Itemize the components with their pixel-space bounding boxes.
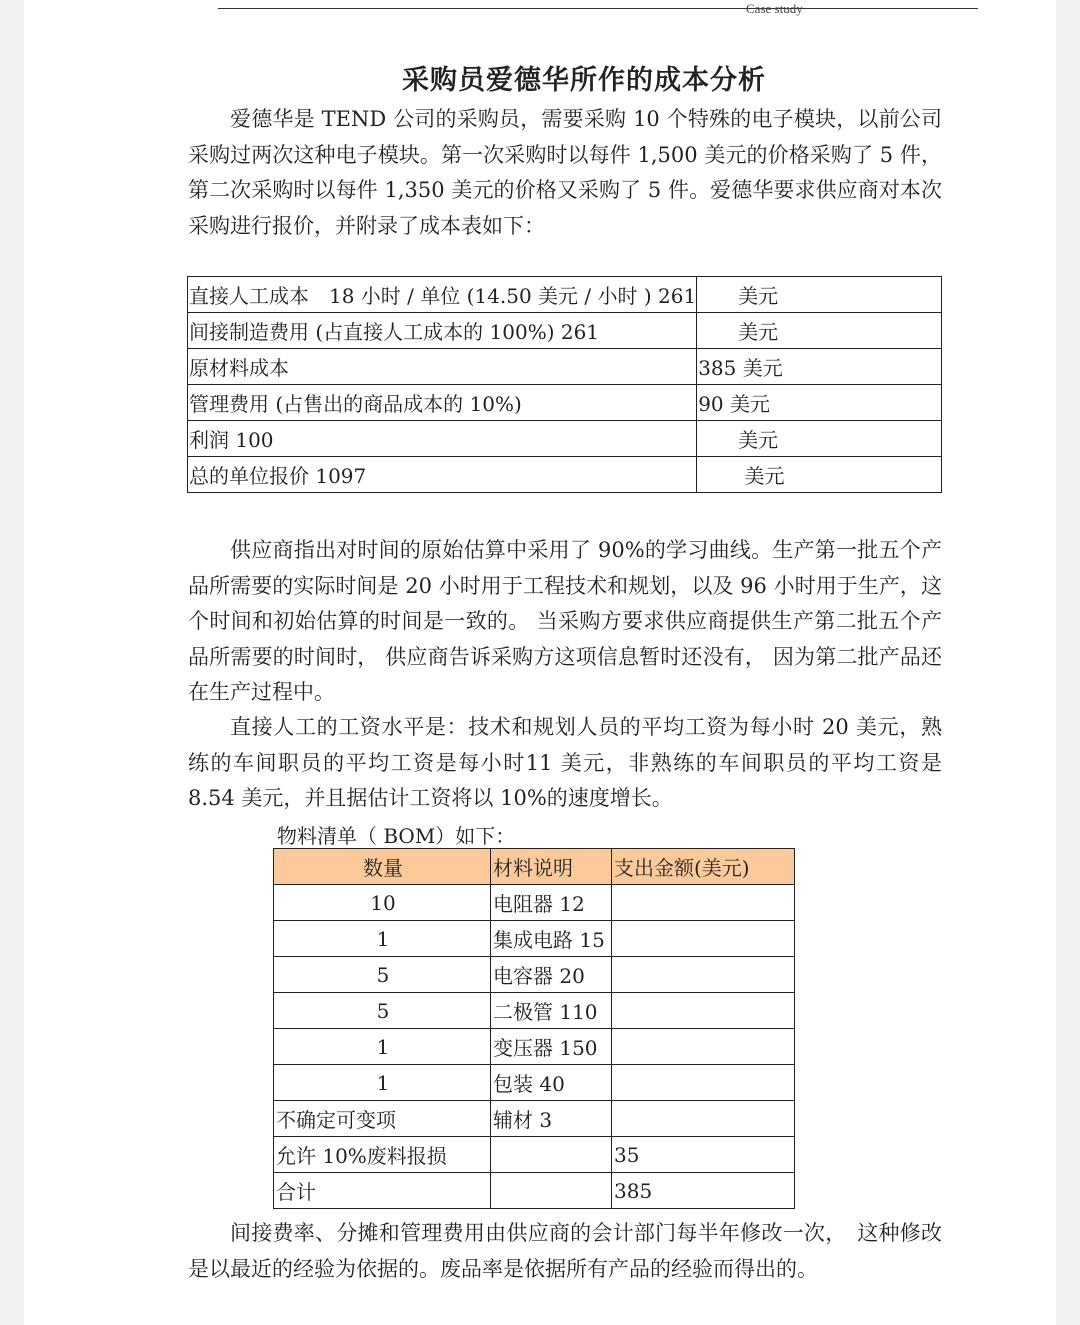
intro-paragraph: 爱德华是 TEND 公司的采购员，需要采购 10 个特殊的电子模块，以前公司采购过两次这种电子模块。第一次采购时以每件 1,500 美元的价格采购了 5 件，第二次采购时以每件 1,350 美元的价格又采购了 5 件。爱德华要求供应商对本次采购进行报价，并附录了成本表如下： — [188, 107, 942, 238]
bom-material: 电阻器 12 — [491, 885, 612, 921]
header-rule — [218, 1, 978, 16]
bom-qty: 允许 10%废料报损 — [274, 1137, 491, 1173]
bom-amount — [612, 1065, 795, 1101]
bom-material: 集成电路 15 — [491, 921, 612, 957]
bom-caption: 物料清单（ BOM）如下： — [277, 824, 516, 848]
bom-qty: 5 — [274, 957, 491, 993]
cost-value: 90 美元 — [697, 385, 942, 421]
bom-material — [491, 1173, 612, 1209]
bom-qty: 1 — [274, 1029, 491, 1065]
table-row — [274, 1029, 795, 1065]
bom-material — [491, 1137, 612, 1173]
table-row — [188, 277, 942, 313]
table-row — [274, 921, 795, 957]
column-header-qty: 数量 — [274, 849, 491, 885]
table-row — [274, 993, 795, 1029]
table-row — [274, 1137, 795, 1173]
cost-item: 总的单位报价 1097 — [188, 457, 697, 493]
table-row — [274, 1065, 795, 1101]
cost-item: 间接制造费用 (占直接人工成本的 100%) 261 — [188, 313, 697, 349]
column-header-amount: 支出金额(美元) — [612, 849, 795, 885]
table-row — [274, 1101, 795, 1137]
bom-amount — [612, 957, 795, 993]
bom-material: 电容器 20 — [491, 957, 612, 993]
bom-amount — [612, 921, 795, 957]
table-row — [188, 385, 942, 421]
bom-qty: 1 — [274, 921, 491, 957]
table-header-row — [274, 849, 795, 885]
cost-value: 美元 — [697, 457, 942, 493]
closing-paragraph: 间接费率、分摊和管理费用由供应商的会计部门每半年修改一次， 这种修改是以最近的经验为依据的。废品率是依据所有产品的经验而得出的。 — [188, 1221, 942, 1281]
bom-material: 变压器 150 — [491, 1029, 612, 1065]
cost-value: 385 美元 — [697, 349, 942, 385]
bom-amount — [612, 885, 795, 921]
bom-amount: 385 — [612, 1173, 795, 1209]
bom-amount — [612, 993, 795, 1029]
cost-item: 原材料成本 — [188, 349, 697, 385]
learning-curve-paragraph: 供应商指出对时间的原始估算中采用了 90%的学习曲线。生产第一批五个产品所需要的实际时间是 20 小时用于工程技术和规划，以及 96 小时用于生产，这个时间和初始估算的时间是一致的。 当采购方要求供应商提供生产第二批五个产品所需要的时间时， 供应商告诉采购方这项信息暂时还没有， 因为第二批产品还在生产过程中。 — [188, 538, 942, 704]
cost-item: 管理费用 (占售出的商品成本的 10%) — [188, 385, 697, 421]
running-header: Case study — [746, 1, 803, 16]
table-row — [274, 957, 795, 993]
page-title: 采购员爱德华所作的成本分析 — [402, 65, 766, 96]
wage-paragraph: 直接人工的工资水平是：技术和规划人员的平均工资为每小时 20 美元，熟练的车间职员的平均工资是每小时11 美元，非熟练的车间职员的平均工资是 8.54 美元，并且据估计工资将以 10%的速度增长。 — [188, 715, 942, 810]
cost-value: 美元 — [697, 277, 942, 313]
cost-item: 直接人工成本 18 小时 / 单位 (14.50 美元 / 小时 ) 261 — [188, 277, 697, 313]
bom-table — [273, 848, 795, 1209]
bom-material: 包装 40 — [491, 1065, 612, 1101]
bom-amount: 35 — [612, 1137, 795, 1173]
table-row — [274, 1173, 795, 1209]
cost-value: 美元 — [697, 313, 942, 349]
bom-qty: 10 — [274, 885, 491, 921]
table-row — [188, 457, 942, 493]
bom-qty: 合计 — [274, 1173, 491, 1209]
cost-value: 美元 — [697, 421, 942, 457]
bom-material: 辅材 3 — [491, 1101, 612, 1137]
bom-qty: 1 — [274, 1065, 491, 1101]
cost-table — [187, 276, 942, 493]
column-header-material: 材料说明 — [491, 849, 612, 885]
bom-amount — [612, 1101, 795, 1137]
table-row — [188, 349, 942, 385]
table-row — [188, 313, 942, 349]
table-row — [188, 421, 942, 457]
bom-qty: 不确定可变项 — [274, 1101, 491, 1137]
bom-material: 二极管 110 — [491, 993, 612, 1029]
bom-qty: 5 — [274, 993, 491, 1029]
cost-item: 利润 100 — [188, 421, 697, 457]
bom-amount — [612, 1029, 795, 1065]
table-row — [274, 885, 795, 921]
